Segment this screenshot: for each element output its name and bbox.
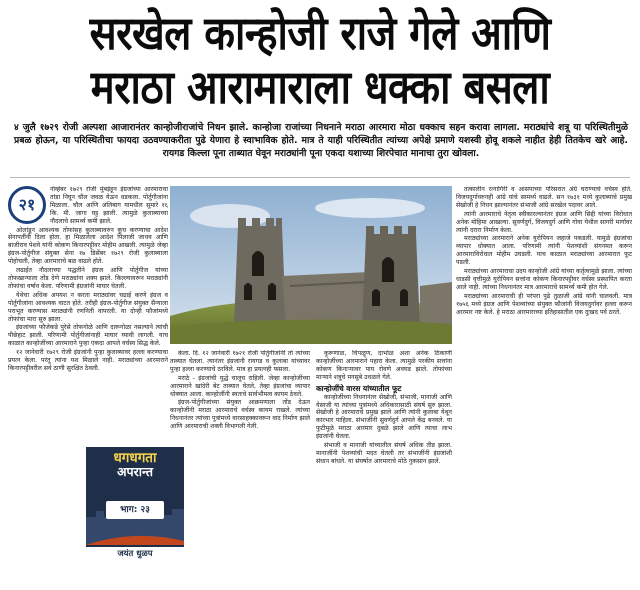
series-title <box>90 451 180 479</box>
column-mid-1 <box>170 350 310 584</box>
series-title-line-2: अपरान्त <box>117 464 153 479</box>
column-left-para-4: येथेचा अधिक अपयश न करता मराठ्यांवर चढाई करणे इंग्रज व पोर्तुगीजांना आवश्यक वाटत होते. तरीही इंग्रज-पोर्तुगीज संयुक्त सैन्याला पराभूत करण्यास मराठ्यांनी रणनिती वापरली. या दोन्ही फौजांमध्ये तोफांचा मारा सुरु झाला. <box>8 291 168 323</box>
column-left-para-5: इंग्रजांच्या फौजेकडे पुरेसे तोफगोळे आणि दारूगोळा नसल्याने त्यांची पीछेहाट झाली. परिणामी पोर्तुगीजांनाही माघार घ्यावी लागली. याच काळात कान्होजींच्या आरमाराने पुन्हा एकदा आपले वर्चस्व सिद्ध केले. <box>8 324 168 348</box>
column-mid-2-para-1: कुरूणाळ, चिपळूण, दाभोळ अशा अनेक ठिकाणी कान्होजींच्या आरमाराने पहारा केला. त्यामुळे परकीय सत्तांना कोकण किनाऱ्यावर पाय रोवणे अवघड झाले. तोफांच्या माऱ्याने शत्रूचे मनसुबे उधळले गेले. <box>316 350 452 381</box>
series-logo-box <box>86 447 184 545</box>
column-left-para-1: नोव्हेंबर १७२९ रोजी मुंबईहून इंग्रजांच्या आरमाराचा तांडा निघून चौल जवळ येऊन धडकला. पोर्तुगीजांना मिळाला. चौल आणि अलिबाग यामधील सुमारे १६ कि. मी. जागा घट्ट झाली. त्यामुळे कुलाब्याच्या नौदलाचे सामर्थ्य कमी झाले. <box>50 186 168 225</box>
part-number-badge: २१ <box>8 186 46 224</box>
column-mid-2-para-2: कान्होजींच्या निधनानंतर सेखोजी, संभाजी, मानाजी आणि येसाजी या त्यांच्या पुत्रांमध्ये अधिकारासाठी संघर्ष सुरु झाला. सेखोजी हे आरमाराचे प्रमुख झाले आणि त्यांनी कुलाबा येथून कारभार पाहिला. संभाजींनी सुवर्णदुर्ग आपले केंद्र बनवले. या फुटीमुळे मराठा आरमार दुबळे झाले आणि त्याचा लाभ इंग्रजांनी घेतला. <box>316 393 452 441</box>
column-mid-1-para-3: इंग्रज-पोर्तुगीजांच्या संयुक्त आक्रमणाला तोंड देऊन कान्होजींनी मराठा आरमाराचे वर्चस्व कायम राखले. त्यांच्या निधनानंतर त्यांच्या पुत्रांमध्ये वारसाहक्कावरून वाद निर्माण झाले आणि आरमाराची शक्ती विभागली गेली. <box>170 399 310 431</box>
column-left-para-2: ओलांडून आवश्यक तोफांसह कुलाब्यावरुन कूच करण्याचा आदेश सेनापतींनी दिला होता. हा मिळालेला आदेश पिलाजी जाधव आणि बाजीराव पेशवे यांनी कोकण किनारपट्टीवर मोहीम आखली. त्यामुळे जेव्हा इंग्रज-पोर्तुगीज संयुक्त सेना १७ डिसेंबर १७२९ रोजी कुलाब्याला पोहोचली, तेव्हा आरमाराचे बळ वाढले होते. <box>8 226 168 266</box>
headline <box>0 0 640 130</box>
column-right-para-2: त्यांनी आरमाराचे नेतृत्व स्वीकारल्यानंतर इंग्रज आणि सिद्दी यांच्या विरोधात अनेक मोहिमा आखल्या. सुवर्णदुर्ग, विजयदुर्ग आणि गोवा येथील सागरी मार्गावर त्यांनी दरारा निर्माण केला. <box>456 210 632 234</box>
column-left-para-6: १२ जानेवारी १७२९ रोजी इंग्रजांनी पुन्हा कुलाब्यावर हल्ला करण्याचा प्रयत्न केला. परंतु त्यांना यश मिळाले नाही. मराठ्यांच्या आरमाराने किनारपट्टीवरील सर्व ठाणी सुरक्षित ठेवली. <box>8 349 168 372</box>
column-right-para-5: मराठ्यांच्या आरमाराची ही परंपरा पुढे तुळाजी आंग्रे यांनी चालवली. मात्र १७५६ मध्ये इंग्रज आणि पेशव्यांच्या संयुक्त फौजांनी विजयदुर्गावर हल्ला करून आरमार नष्ट केले. हे मराठा आरमाराच्या इतिहासातील एक दुःखद पर्व ठरले. <box>456 292 632 316</box>
column-mid-2-subheading: कान्होजींचे वारस यांच्यातील फूट <box>316 383 402 393</box>
column-right-para-1: तत्कालीन रत्नागिरी व आसपाच्या परिसरात अंग्रे घराण्याचे वर्चस्व होते. विजयदुर्गावरुनही आंग्रे यांचे सामर्थ्य वाढले. सन १७३१ मध्ये कुलाब्याचे प्रमुख सेखोजी हे निधन झाल्यानंतर संभाजी आंग्रे सरखेल पदावर आले. <box>456 186 632 209</box>
headline-line-2: मराठा आरामाराला धक्का बसला <box>90 61 550 115</box>
fort-photo <box>170 186 452 344</box>
column-right <box>456 186 632 584</box>
column-right-para-4: मराठ्यांच्या आरमाराचा उदय कान्होजी आंग्रे यांच्या कर्तृत्वामुळे झाला. त्यांच्या धाडसी वृत्तीमुळे युरोपियन सत्तांना कोकण किनारपट्टीवर वर्चस्व प्रस्थापित करता आले नाही. त्यांच्या निधनानंतर मात्र आरमाराचे सामर्थ्य कमी होत गेले. <box>456 268 632 291</box>
intro-paragraph: ४ जुलै १७२९ रोजी अल्पशा आजारानंतर कान्होजीराजांचे निधन झाले. कान्होजा राजांच्या निधनाने मराठा आरमारा मोठा धक्काच सहन करावा लागला. मराठ्यांचे शत्रू या परिस्थितीमुळे प्रबळ होऊन, या परिस्थितीचा फायदा उठवण्याकरीता पुढे येणारा हे स्वाभाविक होते. मात्र ते याही परिस्थितीत त्यांच्या अपेक्षे प्रमाणे यशस्वी होवू शकले नाहीत हेही तितकेच खरे आहे. रायगड किल्ला पूना ताब्यात घेवून मराठ्यांनी पूना एकदा यशाच्या शिरपेचात मानाचा तुरा खोवला. <box>14 122 628 159</box>
series-part-label: भाग: २३ <box>106 501 164 519</box>
column-mid-1-para-1: केला. दि. १२ जानेवारी १७२१ रोजी पोर्तुगीजांनी तो त्यांच्या ताब्यात घेतला. त्यानंतर इंग्रजांनी रायगड व कुलाबा यांच्यावर पुन्हा हल्ला करण्याचे ठरविले. मात्र हा प्रयत्नही फसला. <box>170 350 310 373</box>
author-byline: जयंत धुळप <box>86 545 184 559</box>
column-mid-2 <box>316 350 452 584</box>
column-mid-1-para-2: मराठे - इंग्रजांची युद्धे चालूच राहिली. जेव्हा कान्होजींच्या आरमाराने खांदेरी बेट ताब्यात घेतले, तेव्हा इंग्रजांचा व्यापार धोक्यात आला. कान्होजींनी स्वतःचे सार्वभौमत्व कायम ठेवले. <box>170 374 310 398</box>
series-title-line-1: धगधगता <box>113 450 157 466</box>
column-mid-2-para-3: संभाजी व मानाजी यांच्यातील संघर्ष अधिक तीव्र झाला. मानाजींनी पेशव्यांची मदत घेतली तर संभाजींनी इंग्रजांशी संधान बांधले. या संघर्षात आरमाराचे मोठे नुकसान झाले. <box>316 442 452 465</box>
column-right-para-3: मराठ्यांच्या आरमाराने अनेक युरोपियन जहाजे पकडली. यामुळे इंग्रजांचा व्यापार धोक्यात आला. परिणामी त्यांनी पेशव्यांशी संगनमत करून आरमाराविरोधात मोहीम उघडली. याच काळात मराठ्यांच्या आरमारात फूट पडली. <box>456 235 632 267</box>
divider <box>10 177 630 178</box>
column-left-para-3: लढाईत नौदलाच्या पद्धतीने इंग्रज आणि पोर्तुगीज यांच्या तोफखान्याला तोंड देणे मराठ्यांना शक्य झाले. किल्ल्यावरून मराठ्यांनी तोफांचा वर्षाव केला. परिणामी इंग्रजांनी माघार घेतली. <box>8 267 168 290</box>
headline-line-1: सरखेल कान्होजी राजे गेले आणि <box>89 7 551 61</box>
